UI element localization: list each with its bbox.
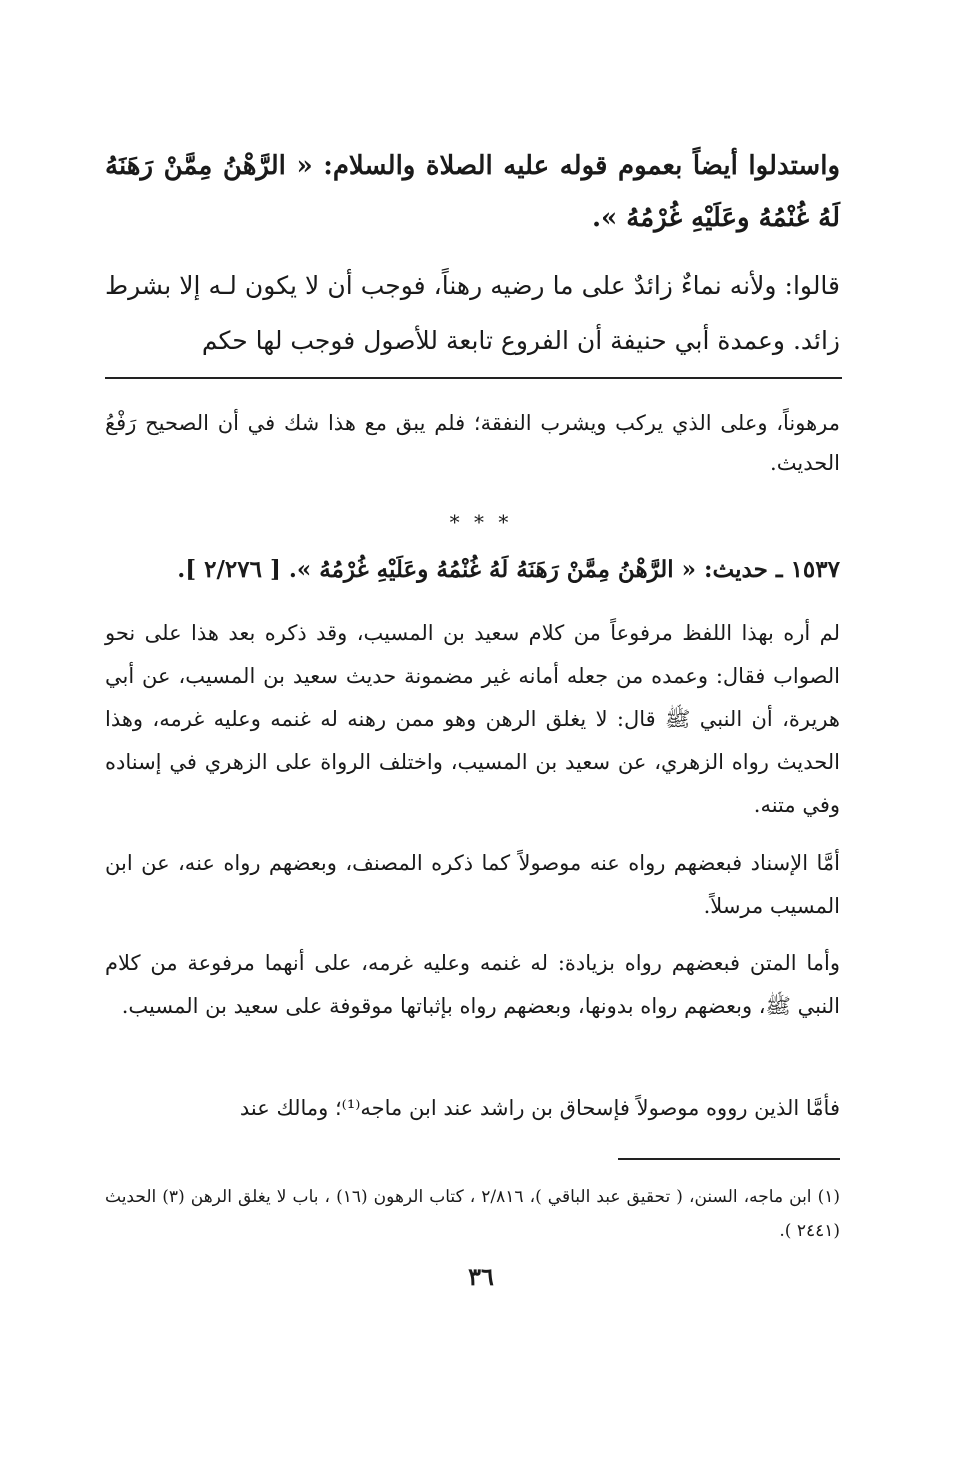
commentary-paragraph-1: لم أره بهذا اللفظ مرفوعاً من كلام سعيد بن المسيب، وقد ذكره بعد هذا على نحو الصواب فقال: وعمده من جعله أمانه غير مضمونة حديث سعيد بن المسيب، عن أبي هريرة، أن النبي ﷺ قال: لا يغلق الرهن وهو ممن رهنه له غنمه وعليه غرمه، وهذا الحديث رواه الزهري، عن سعيد بن المسيب، واختلف الرواة على الزهري في إسناده وفي متنه. [105, 621, 840, 817]
commentary-paragraph-2: أمَّا الإسناد فبعضهم رواه عنه موصولاً كما ذكره المصنف، وبعضهم رواه عنه، عن ابن المسيب مرسلاً. [105, 851, 840, 918]
commentary-paragraph-3: وأما المتن فبعضهم رواه بزيادة: له غنمه وعليه غرمه، على أنهما مرفوعة من كلام النبي ﷺ، وبعضهم رواه بدونها، وبعضهم رواه بإثباتها موقوفة على سعيد بن المسيب. [105, 951, 840, 1018]
argument-paragraph: قالوا: ولأنه نماءٌ زائدٌ على ما رضيه رهناً، فوجب أن لا يكون لـه إلا بشرط زائد. وعمدة أبي حنيفة أن الفروع تابعة للأصول فوجب لها حكم [105, 271, 840, 355]
footnote-divider [618, 1158, 840, 1160]
page-number: ٣٦ [468, 1262, 494, 1291]
main-divider [105, 377, 842, 379]
hadith-heading: ١٥٣٧ ـ حديث: « الرَّهْنُ مِمَّنْ رَهَنَهُ لَهُ غُنْمُهُ وعَلَيْهِ غُرْمُهُ ». [ ٢/٢٧٦ ]. [177, 556, 840, 583]
footnote-continuation: مرهوناً، وعلى الذي يركب ويشرب النفقة؛ فلم يبق مع هذا شك في أن الصحيح رَفْعُ الحديث. [105, 411, 840, 475]
heading-paragraph: واستدلوا أيضاً بعموم قوله عليه الصلاة والسلام: « الرَّهْنُ مِمَّنْ رَهَنَهُ لَهُ غُنْمُهُ وعَلَيْهِ غُرْمُهُ ». [105, 151, 840, 233]
commentary-paragraph-4: فأمَّا الذين رووه موصولاً فإسحاق بن راشد عند ابن ماجه⁽¹⁾؛ ومالك عند [239, 1096, 840, 1120]
footnote: (١) ابن ماجه، السنن، ( تحقيق عبد الباقي )، ٢/٨١٦ ، كتاب الرهون (١٦) ، باب لا يغلق الرهن (٣) الحديث (٢٤٤١ ). [105, 1187, 840, 1241]
section-separator: * * * [449, 510, 513, 534]
